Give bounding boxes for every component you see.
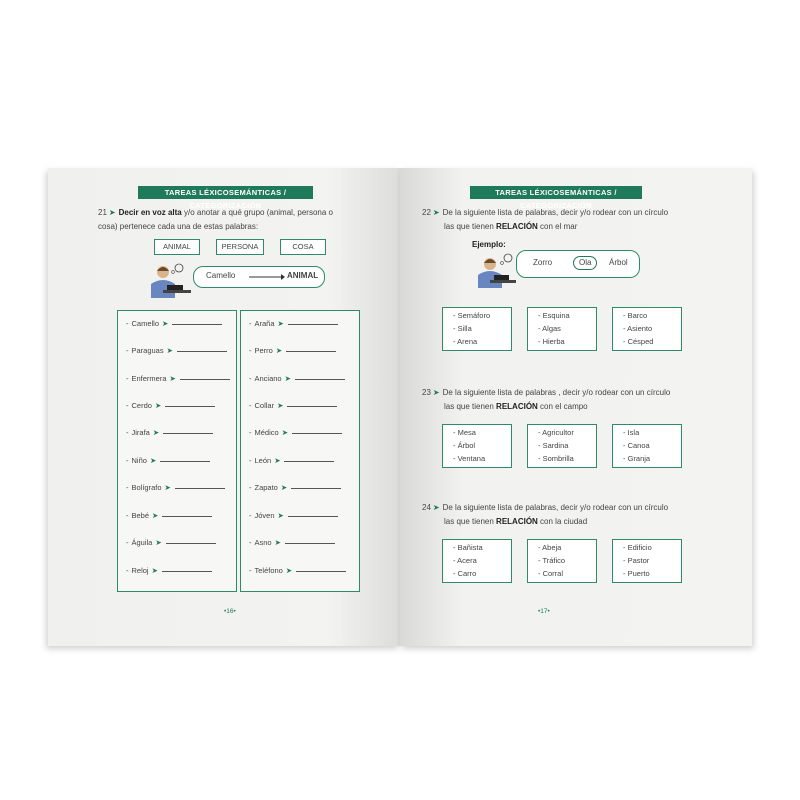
list-item: - Enfermera ➤ <box>126 373 230 385</box>
word-set-box <box>612 539 682 583</box>
word-option[interactable]: - Árbol <box>453 441 476 450</box>
list-item: - Jóven ➤ <box>249 510 338 522</box>
word-option[interactable]: - Granja <box>623 454 651 463</box>
list-item: - Niño ➤ <box>126 455 210 467</box>
word-option[interactable]: - Mesa <box>453 428 476 437</box>
answer-line[interactable] <box>166 542 216 544</box>
list-item: - Águila ➤ <box>126 537 216 549</box>
word-list-column-2 <box>240 310 360 592</box>
word-option[interactable]: - Silla <box>453 324 472 333</box>
list-item: - Collar ➤ <box>249 400 337 412</box>
person-at-desk-illustration <box>143 260 193 304</box>
list-item: - Perro ➤ <box>249 345 336 357</box>
word-option[interactable]: - Carro <box>453 569 477 578</box>
word-option[interactable]: - Hierba <box>538 337 565 346</box>
word-option[interactable]: - Sardina <box>538 441 569 450</box>
exercise-22-instructions: 22 ➤ De la siguiente lista de palabras, decir y/o rodear con un círculo las que tienen RELACIÓN con el mar <box>422 208 669 231</box>
arrow-bullet-icon: ➤ <box>108 208 116 217</box>
word-option[interactable]: - Tráfico <box>538 556 566 565</box>
list-item: - Reloj ➤ <box>126 565 212 577</box>
person-at-desk-illustration <box>472 252 518 292</box>
list-item: - Médico ➤ <box>249 427 342 439</box>
list-item: - Paraguas ➤ <box>126 345 227 357</box>
answer-line[interactable] <box>296 570 346 572</box>
word-option[interactable]: - Asiento <box>623 324 653 333</box>
answer-line[interactable] <box>180 378 230 380</box>
list-item: - Camello ➤ <box>126 318 222 330</box>
answer-line[interactable] <box>292 432 342 434</box>
exercise-21-instructions: 21 ➤ Decir en voz alta y/o anotar a qué grupo (animal, persona o cosa) pertenece cada una de estas palabras: <box>98 208 333 231</box>
category-persona: PERSONA <box>216 239 264 255</box>
word-set-box <box>442 539 512 583</box>
word-option[interactable]: - Algas <box>538 324 561 333</box>
word-set-box <box>442 424 512 468</box>
arrow-bullet-icon: ➤ <box>432 503 440 512</box>
ejemplo-label: Ejemplo: <box>472 240 506 249</box>
word-option[interactable]: - Puerto <box>623 569 650 578</box>
category-cosa: COSA <box>280 239 326 255</box>
word-option[interactable]: - Acera <box>453 556 477 565</box>
answer-line[interactable] <box>295 378 345 380</box>
answer-line[interactable] <box>162 515 212 517</box>
word-option[interactable]: - Barco <box>623 311 648 320</box>
word-option[interactable]: - Césped <box>623 337 654 346</box>
word-set-box <box>527 424 597 468</box>
arrow-right-icon <box>249 273 285 281</box>
word-option[interactable]: - Arena <box>453 337 478 346</box>
list-item: - Bebé ➤ <box>126 510 212 522</box>
list-item: - Araña ➤ <box>249 318 338 330</box>
arrow-bullet-icon: ➤ <box>432 208 440 217</box>
answer-line[interactable] <box>286 350 336 352</box>
page-number: •16• <box>224 608 236 615</box>
answer-line[interactable] <box>177 350 227 352</box>
section-banner: TAREAS LÉXICOSEMÁNTICAS / CATEGORIZACIÓN <box>470 186 642 199</box>
answer-line[interactable] <box>162 570 212 572</box>
answer-line[interactable] <box>288 515 338 517</box>
section-banner: TAREAS LÉXICOSEMÁNTICAS / CATEGORIZACIÓN <box>138 186 313 199</box>
word-list-column-1 <box>117 310 237 592</box>
list-item: - Bolígrafo ➤ <box>126 482 225 494</box>
example-bubble: Zorro Ola Árbol <box>516 250 640 278</box>
answer-line[interactable] <box>285 542 335 544</box>
list-item: - Teléfono ➤ <box>249 565 346 577</box>
answer-line[interactable] <box>160 460 210 462</box>
arrow-bullet-icon: ➤ <box>432 388 440 397</box>
example-bubble: Camello ANIMAL <box>193 266 325 288</box>
answer-line[interactable] <box>291 487 341 489</box>
answer-line[interactable] <box>172 323 222 325</box>
list-item: - León ➤ <box>249 455 334 467</box>
list-item: - Anciano ➤ <box>249 373 345 385</box>
circled-answer: Ola <box>573 256 597 270</box>
answer-line[interactable] <box>284 460 334 462</box>
word-option[interactable]: - Edificio <box>623 543 652 552</box>
list-item: - Zapato ➤ <box>249 482 341 494</box>
word-set-box <box>442 307 512 351</box>
word-set-box <box>612 424 682 468</box>
word-option[interactable]: - Bañista <box>453 543 483 552</box>
list-item: - Cerdo ➤ <box>126 400 215 412</box>
answer-line[interactable] <box>288 323 338 325</box>
word-option[interactable]: - Ventana <box>453 454 486 463</box>
list-item: - Asno ➤ <box>249 537 335 549</box>
answer-line[interactable] <box>175 487 225 489</box>
word-option[interactable]: - Isla <box>623 428 640 437</box>
answer-line[interactable] <box>165 405 215 407</box>
word-option[interactable]: - Esquina <box>538 311 570 320</box>
left-page <box>48 168 400 646</box>
word-option[interactable]: - Agricultor <box>538 428 574 437</box>
answer-line[interactable] <box>287 405 337 407</box>
word-option[interactable]: - Pastor <box>623 556 650 565</box>
exercise-24-instructions: 24 ➤ De la siguiente lista de palabras, decir y/o rodear con un círculo las que tienen RELACIÓN con la ciudad <box>422 503 669 526</box>
word-option[interactable]: - Canoa <box>623 441 650 450</box>
word-set-box <box>527 539 597 583</box>
word-set-box <box>527 307 597 351</box>
list-item: - Jirafa ➤ <box>126 427 213 439</box>
word-option[interactable]: - Semáforo <box>453 311 491 320</box>
word-option[interactable]: - Sombrilla <box>538 454 574 463</box>
category-animal: ANIMAL <box>154 239 200 255</box>
answer-line[interactable] <box>163 432 213 434</box>
word-set-box <box>612 307 682 351</box>
exercise-23-instructions: 23 ➤ De la siguiente lista de palabras , decir y/o rodear con un círculo las que tienen RELACIÓN con el campo <box>422 388 671 411</box>
right-page <box>400 168 752 646</box>
word-option[interactable]: - Corral <box>538 569 564 578</box>
page-number: •17• <box>538 608 550 615</box>
word-option[interactable]: - Abeja <box>538 543 562 552</box>
